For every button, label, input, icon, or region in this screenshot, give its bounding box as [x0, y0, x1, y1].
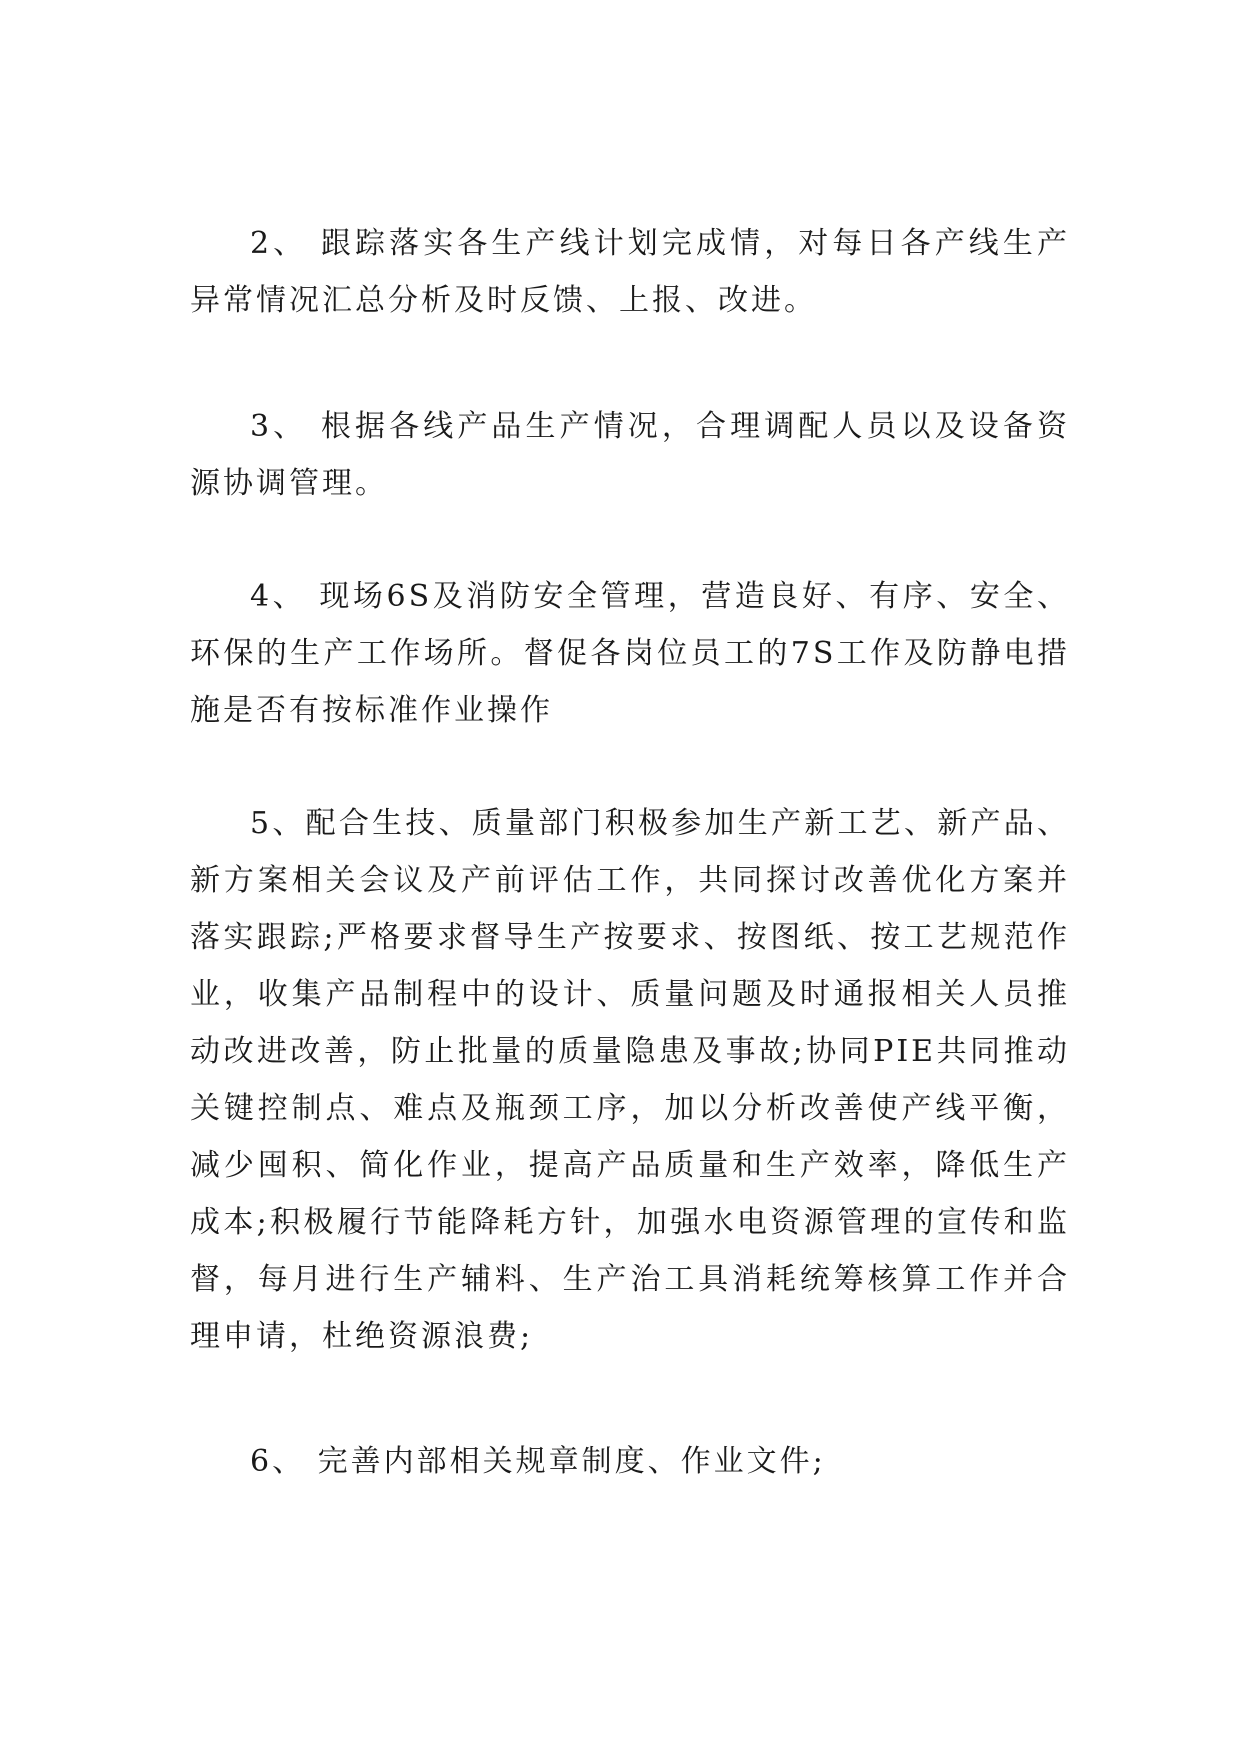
paragraph-item-2: 2、 跟踪落实各生产线计划完成情，对每日各产线生产异常情况汇总分析及时反馈、上报、改进。 — [190, 226, 1070, 318]
paragraph-item-5: 5、配合生技、质量部门积极参加生产新工艺、新产品、新方案相关会议及产前评估工作，共同探讨改善优化方案并落实跟踪;严格要求督导生产按要求、按图纸、按工艺规范作业，收集产品制程中的设计、质量问题及时通报相关人员推动改进改善，防止批量的质量隐患及事故;协同PIE共同推动关键控制点、难点及瓶颈工序，加以分析改善使产线平衡，减少囤积、简化作业，提高产品质量和生产效率，降低生产成本;积极履行节能降耗方针，加强水电资源管理的宣传和监督，每月进行生产辅料、生产治工具消耗统筹核算工作并合理申请，杜绝资源浪费; — [190, 806, 1070, 1354]
paragraph-item-4: 4、 现场6S及消防安全管理，营造良好、有序、安全、环保的生产工作场所。督促各岗位员工的7S工作及防静电措施是否有按标准作业操作 — [190, 579, 1070, 728]
paragraph-item-6: 6、 完善内部相关规章制度、作业文件; — [250, 1444, 826, 1479]
paragraph-item-3: 3、 根据各线产品生产情况，合理调配人员以及设备资源协调管理。 — [190, 409, 1070, 501]
